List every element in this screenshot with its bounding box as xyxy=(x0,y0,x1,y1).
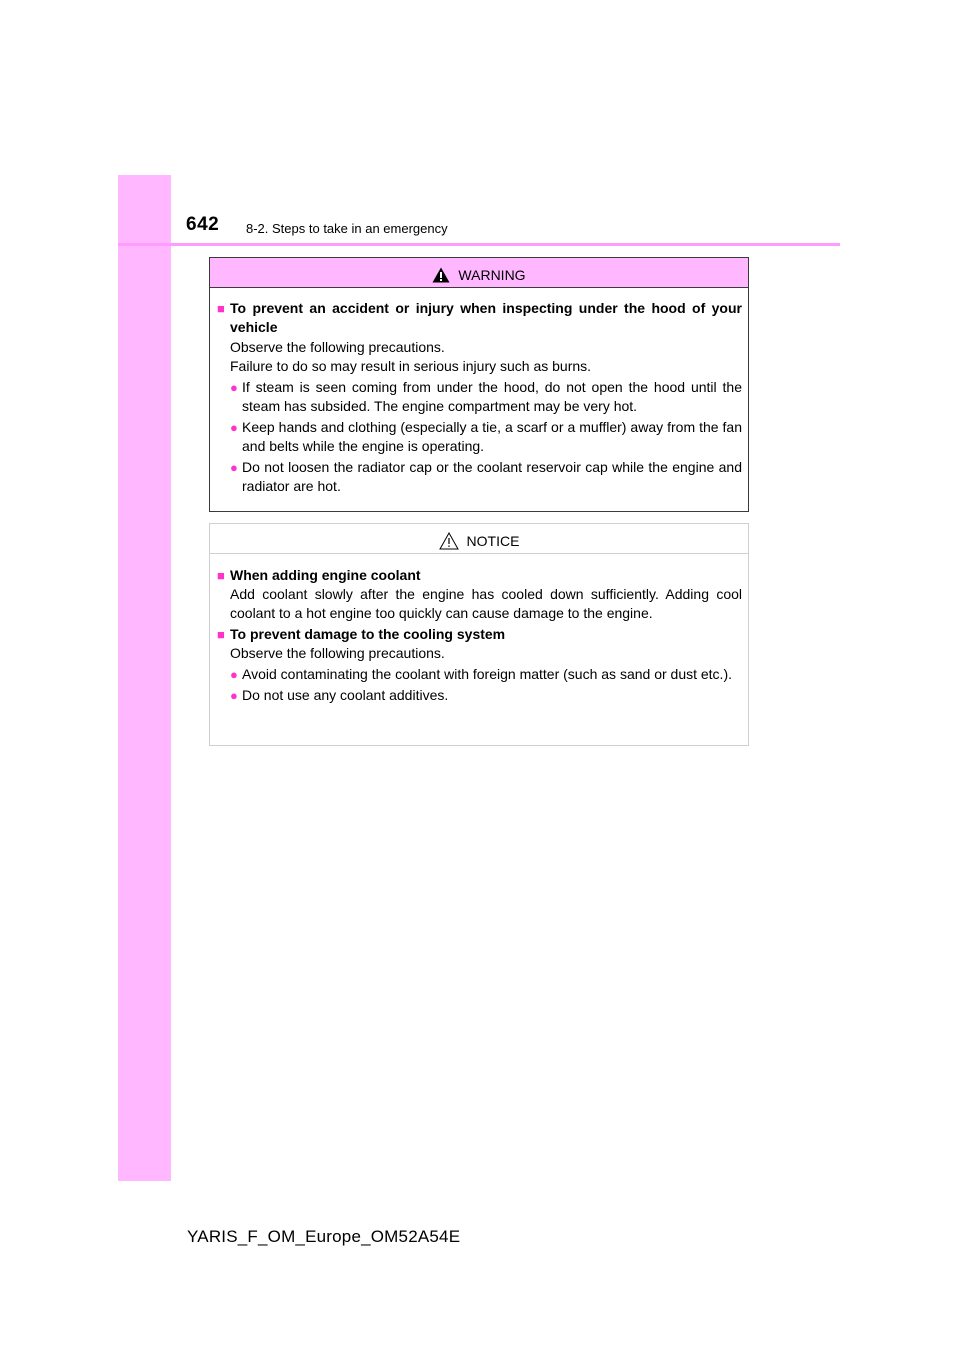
notice-heading-text: To prevent damage to the cooling system xyxy=(230,626,506,642)
warning-body xyxy=(210,288,748,496)
warning-intro-1: Observe the following precautions. xyxy=(230,339,445,355)
warning-triangle-icon xyxy=(432,267,450,283)
warning-title: WARNING xyxy=(458,267,526,283)
warning-bullet-text: Keep hands and clothing (especially a tie, a scarf or a muffler) away from the fan and belts while the engine is operating. xyxy=(242,419,742,454)
round-bullet-icon: ● xyxy=(230,380,238,395)
page-number: 642 xyxy=(186,214,220,235)
notice-header xyxy=(210,524,748,554)
warning-box xyxy=(209,257,749,512)
round-bullet-icon: ● xyxy=(230,420,238,435)
notice-heading xyxy=(217,625,742,644)
warning-header xyxy=(210,258,748,288)
warning-bullet xyxy=(217,458,742,496)
warning-heading-text: To prevent an accident or injury when inspecting under the hood of your vehicle xyxy=(230,300,742,335)
warning-bullet-text: If steam is seen coming from under the hood, do not open the hood until the steam has subsided. The engine compartment may be very hot. xyxy=(242,379,742,414)
warning-intro-2: Failure to do so may result in serious injury such as burns. xyxy=(230,358,592,374)
notice-title: NOTICE xyxy=(466,533,520,549)
square-bullet-icon: ■ xyxy=(217,627,225,642)
notice-paragraph: Observe the following precautions. xyxy=(230,645,445,661)
round-bullet-icon: ● xyxy=(230,667,238,682)
square-bullet-icon: ■ xyxy=(217,301,225,316)
warning-bullet-text: Do not loosen the radiator cap or the coolant reservoir cap while the engine and radiator are hot. xyxy=(242,459,742,494)
round-bullet-icon: ● xyxy=(230,688,238,703)
warning-bullet xyxy=(217,378,742,416)
warning-heading xyxy=(217,299,742,337)
square-bullet-icon: ■ xyxy=(217,568,225,583)
notice-triangle-icon xyxy=(439,532,459,550)
notice-bullet-text: Avoid contaminating the coolant with foreign matter (such as sand or dust etc.). xyxy=(242,666,732,682)
sidebar-tab xyxy=(118,175,171,1181)
notice-bullet xyxy=(217,665,742,684)
notice-box xyxy=(209,523,749,746)
notice-paragraph: Add coolant slowly after the engine has cooled down sufficiently. Adding cool coolant to a hot engine too quickly can cause damage to the engine. xyxy=(230,586,742,621)
notice-bullet-text: Do not use any coolant additives. xyxy=(242,687,449,703)
notice-heading-text: When adding engine coolant xyxy=(230,567,421,583)
round-bullet-icon: ● xyxy=(230,460,238,475)
notice-bullet xyxy=(217,686,742,705)
header-rule xyxy=(118,243,840,246)
notice-heading xyxy=(217,566,742,585)
section-title: 8-2. Steps to take in an emergency xyxy=(246,221,448,236)
warning-bullet xyxy=(217,418,742,456)
notice-body xyxy=(210,554,748,705)
document-code: YARIS_F_OM_Europe_OM52A54E xyxy=(187,1227,461,1246)
